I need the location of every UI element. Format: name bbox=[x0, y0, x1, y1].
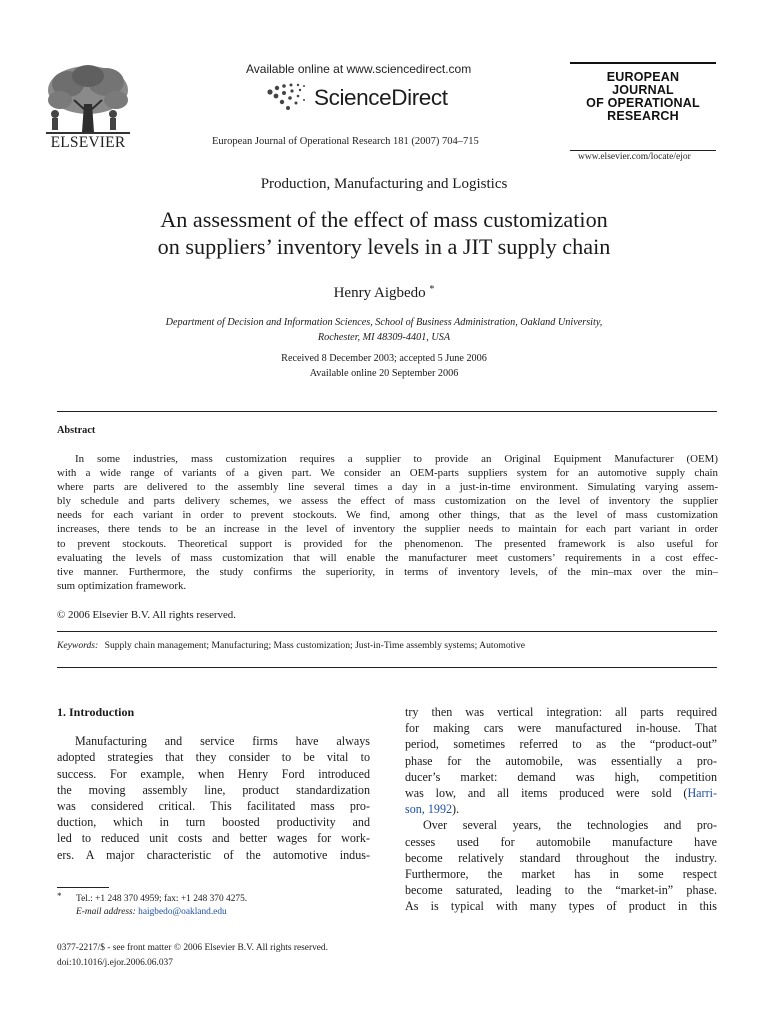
keywords-label: Keywords: bbox=[57, 640, 99, 651]
body-line: Furthermore, the market has in some respect bbox=[405, 867, 717, 882]
journal-box-divider bbox=[570, 150, 716, 151]
body-line: duction, which in turn boosted productivity and bbox=[57, 815, 370, 830]
journal-title-line: RESEARCH bbox=[607, 109, 679, 124]
abstract-text bbox=[57, 452, 718, 593]
abstract-top-rule bbox=[57, 411, 717, 412]
footnote-rule bbox=[57, 887, 109, 888]
keywords-bottom-rule bbox=[57, 667, 717, 668]
journal-title bbox=[570, 71, 716, 124]
body-line: ducer’s market: demand was high, competition bbox=[405, 769, 717, 784]
journal-url[interactable]: www.elsevier.com/locate/ejor bbox=[578, 152, 691, 162]
body-line-citation bbox=[405, 785, 717, 801]
journal-title-line: JOURNAL bbox=[612, 83, 674, 98]
footnote-phone: Tel.: +1 248 370 4959; fax: +1 248 370 4275. bbox=[76, 894, 248, 904]
online-date: Available online 20 September 2006 bbox=[309, 367, 459, 379]
available-online-text: Available online at www.sciencedirect.com bbox=[246, 62, 472, 76]
sciencedirect-wordmark: ScienceDirect bbox=[314, 85, 448, 110]
body-line: become relatively standard throughout the industry. bbox=[405, 850, 717, 865]
keywords-line bbox=[57, 640, 525, 651]
paper-title-line: An assessment of the effect of mass customization bbox=[160, 207, 608, 232]
body-left-column bbox=[57, 704, 370, 863]
body-text: ). bbox=[452, 802, 460, 817]
abstract-line: to prevent stockouts. Theoretical support is provided for the phenomenon. The presented framework is also useful for bbox=[57, 537, 718, 550]
received-date: Received 8 December 2003; accepted 5 June 2006 bbox=[281, 353, 487, 364]
body-line: the moving assembly line, product standardization bbox=[57, 782, 370, 797]
abstract-line: evaluating the levels of mass customization that will enable the manufacturer meet customers’ requirements in a cost effec- bbox=[57, 551, 718, 564]
abstract-line: In some industries, mass customization requires a supplier to provide an Original Equipment Manufacturer (OEM) bbox=[75, 453, 718, 465]
affiliation-line: Rochester, MI 48309-4401, USA bbox=[317, 331, 451, 343]
author-name: Henry Aigbedo bbox=[333, 285, 426, 301]
body-line: ers. A major characteristic of the automotive indus- bbox=[57, 847, 370, 862]
body-line: try then was vertical integration: all parts required bbox=[405, 705, 717, 719]
sciencedirect-dots-icon bbox=[264, 82, 308, 112]
body-right-column bbox=[405, 704, 717, 915]
author-affiliation bbox=[0, 316, 768, 345]
body-line: cesses used for automobile manufacture have bbox=[405, 834, 717, 849]
body-line: period, sometimes referred to as the “product-out” bbox=[405, 737, 717, 752]
footnote-email-line bbox=[57, 906, 247, 919]
author-footnote bbox=[57, 893, 247, 919]
body-line: Manufacturing and service firms have always bbox=[75, 734, 370, 749]
paper-title-line: on suppliers’ inventory levels in a JIT supply chain bbox=[157, 234, 611, 259]
email-label: E-mail address: bbox=[76, 907, 136, 917]
body-line: success. For example, when Henry Ford introduced bbox=[57, 766, 370, 781]
body-line: Over several years, the technologies and pro- bbox=[423, 818, 717, 833]
abstract-line: increases, there tends to be an increase in the level of inventory the supplier needs to maintain for each part variant in order bbox=[57, 523, 718, 536]
journal-title-line: OF OPERATIONAL bbox=[586, 96, 700, 111]
footnote-mark: * bbox=[57, 891, 62, 901]
abstract-line: needs for each variant in order to prevent stockouts. We find, among other things, that as the level of mass customization bbox=[57, 509, 718, 522]
abstract-line: where parts are delivered to the assembly line several times a day in a just-in-time environment. Simulating varying assem- bbox=[57, 481, 718, 494]
body-line: was considered critical. This facilitated mass pro- bbox=[57, 799, 370, 814]
keywords-top-rule bbox=[57, 631, 717, 632]
publisher-name: ELSEVIER bbox=[50, 134, 126, 151]
doi-line[interactable]: doi:10.1016/j.ejor.2006.06.037 bbox=[57, 957, 173, 968]
journal-title-line: EUROPEAN bbox=[606, 70, 680, 84]
paper-title bbox=[0, 206, 768, 260]
abstract-copyright: © 2006 Elsevier B.V. All rights reserved. bbox=[57, 609, 236, 621]
email-link[interactable]: haigbedo@oakland.edu bbox=[138, 907, 227, 917]
body-line: led to reduced unit costs and better wages for work- bbox=[57, 831, 370, 846]
body-text: was low, and all items produced were sold ( bbox=[405, 786, 688, 801]
citation-link[interactable]: Harri- bbox=[687, 786, 717, 801]
journal-reference: European Journal of Operational Research 181 (2007) 704–715 bbox=[212, 136, 479, 147]
journal-title-box bbox=[570, 62, 716, 124]
issn-line: 0377-2217/$ - see front matter © 2006 Elsevier B.V. All rights reserved. bbox=[57, 943, 328, 953]
abstract-line: with a wide range of variants of a given part. We consider an OEM-parts suppliers system for an automotive supply chain bbox=[57, 467, 718, 480]
introduction-heading: 1. Introduction bbox=[57, 705, 135, 719]
abstract-line: bly schedule and parts delivery schemes, we assess the effect of mass customization on the level of inventory the supplier bbox=[57, 495, 718, 508]
body-line: become saturated, leading to the “market-in” phase. bbox=[405, 883, 717, 898]
affiliation-line: Department of Decision and Information Sciences, School of Business Administration, Oakland University, bbox=[165, 317, 603, 328]
body-line: for making cars were manufactured in-house. That bbox=[405, 721, 717, 736]
citation-link[interactable]: son, 1992 bbox=[405, 802, 453, 817]
author-footnote-mark[interactable]: * bbox=[429, 284, 435, 295]
abstract-line: tive manner. Furthermore, the study confirms the superiority, in terms of inventory levels, of the min–max over the min– bbox=[57, 565, 718, 578]
article-dates bbox=[0, 352, 768, 381]
page-footer bbox=[57, 941, 328, 970]
body-line: phase for the automobile, was essentially a pro- bbox=[405, 753, 717, 768]
keywords-list: Supply chain management; Manufacturing; Mass customization; Just-in-Time assembly systems; Automotive bbox=[104, 640, 526, 651]
body-line-citation bbox=[405, 801, 717, 817]
body-line: As is typical with many types of product in this bbox=[405, 899, 717, 914]
abstract-line: sum optimization framework. bbox=[57, 579, 187, 592]
body-line: adopted strategies that they consider to be vital to bbox=[57, 750, 370, 765]
author-line bbox=[0, 284, 768, 302]
section-heading: Production, Manufacturing and Logistics bbox=[260, 176, 508, 192]
abstract-heading: Abstract bbox=[57, 425, 96, 436]
